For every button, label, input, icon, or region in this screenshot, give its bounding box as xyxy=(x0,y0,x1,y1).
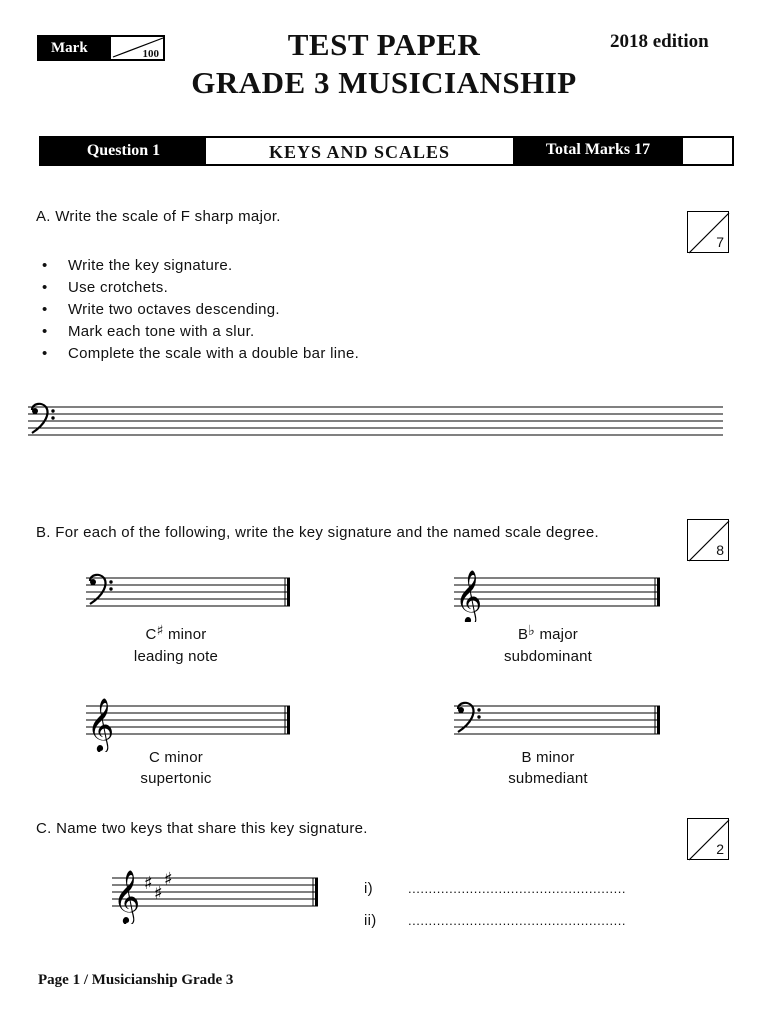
flat-icon: ♭ xyxy=(528,623,536,639)
sharp-icon: ♯ xyxy=(164,869,173,890)
staff-a-bass[interactable] xyxy=(28,400,728,442)
section-b-score-box[interactable] xyxy=(687,519,729,561)
scale-label-b3: C minor xyxy=(149,749,203,766)
scale-label-b1 xyxy=(96,624,256,646)
instruction-item: • Complete the scale with a double bar line. xyxy=(38,345,359,367)
question-number: Question 1 xyxy=(41,138,206,164)
page-footer: Page 1 / Musicianship Grade 3 xyxy=(38,972,234,988)
bass-clef-icon xyxy=(90,575,113,604)
mark-total: 100 xyxy=(142,48,159,60)
question-score-field[interactable] xyxy=(683,138,732,164)
key-mode: major xyxy=(539,626,578,643)
section-b-marks: 8 xyxy=(716,542,724,558)
instruction-item: • Mark each tone with a slur. xyxy=(38,323,359,345)
staff-b3-treble[interactable] xyxy=(86,688,292,752)
page-title: TEST PAPER xyxy=(287,27,481,62)
question-total-marks: Total Marks 17 xyxy=(513,138,683,164)
scale-degree-b1: leading note xyxy=(133,648,219,665)
bass-clef-icon xyxy=(32,404,55,433)
section-a-marks: 7 xyxy=(716,234,724,250)
key-letter: B xyxy=(518,626,529,643)
section-c-prompt: C. Name two keys that share this key signature. xyxy=(36,820,368,837)
page-subtitle: GRADE 3 MUSICIANSHIP xyxy=(191,65,577,100)
sharp-icon: ♯ xyxy=(154,883,163,904)
answer-label-2: ii) xyxy=(364,912,377,929)
section-a-score-box[interactable] xyxy=(687,211,729,253)
scale-degree-b4: submediant xyxy=(508,770,588,787)
scale-label-b4: B minor xyxy=(521,749,575,766)
edition-label: 2018 edition xyxy=(610,31,709,52)
mark-label: Mark xyxy=(39,37,111,59)
instruction-item: • Use crotchets. xyxy=(38,279,359,301)
staff-b1-bass[interactable] xyxy=(86,572,292,612)
section-a-prompt: A. Write the scale of F sharp major. xyxy=(36,208,281,225)
scale-degree-b2: subdominant xyxy=(503,648,593,665)
treble-clef-icon: 𝄞 xyxy=(87,697,115,751)
sharp-icon: ♯ xyxy=(156,623,164,639)
treble-clef-icon: 𝄞 xyxy=(113,869,141,923)
answer-line-1[interactable]: ..................................................... xyxy=(408,881,626,896)
bass-clef-icon xyxy=(458,703,481,732)
section-b-prompt: B. For each of the following, write the key signature and the named scale degree. xyxy=(36,524,599,541)
scale-label-b2 xyxy=(468,624,628,646)
key-letter: C xyxy=(145,626,157,643)
staff-b2-treble[interactable] xyxy=(454,560,662,622)
staff-c-treble xyxy=(112,860,322,924)
section-c-marks: 2 xyxy=(716,841,724,857)
question-title: KEYS AND SCALES xyxy=(268,142,451,162)
key-mode: minor xyxy=(167,626,207,643)
scale-degree-b3: supertonic xyxy=(140,770,212,787)
treble-clef-icon: 𝄞 xyxy=(455,569,483,622)
section-c-score-box[interactable] xyxy=(687,818,729,860)
answer-label-1: i) xyxy=(364,880,373,897)
question-bar xyxy=(39,136,734,166)
section-a-instructions xyxy=(38,257,359,367)
instruction-item: • Write the key signature. xyxy=(38,257,359,279)
instruction-item: • Write two octaves descending. xyxy=(38,301,359,323)
staff-b4-bass[interactable] xyxy=(454,700,662,740)
sharp-icon: ♯ xyxy=(144,873,153,894)
answer-line-2[interactable]: ..................................................... xyxy=(408,913,626,928)
